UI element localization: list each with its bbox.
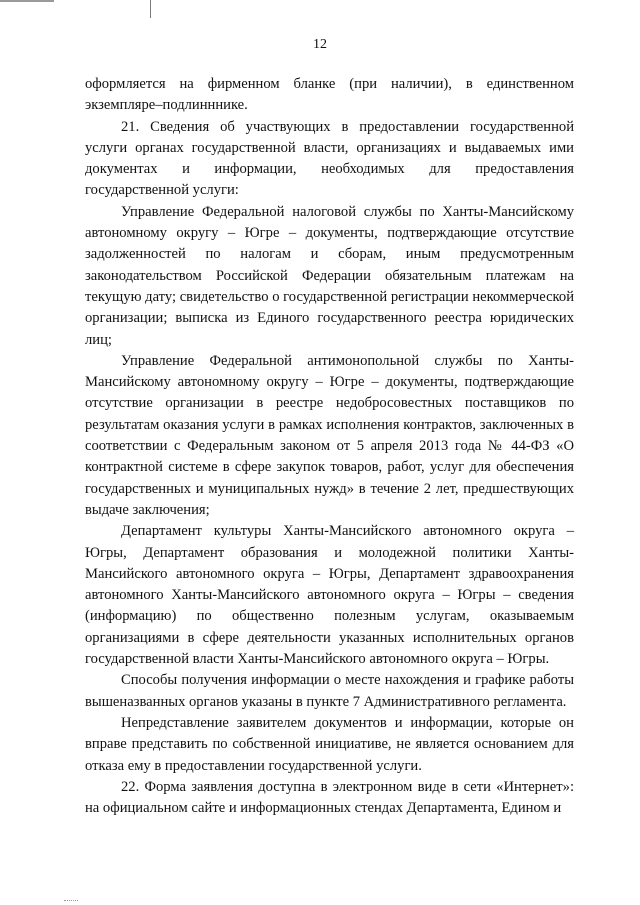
scan-tick-mark — [150, 0, 151, 18]
scan-edge-mark — [0, 0, 54, 2]
paragraph-antimonopoly-service: Управление Федеральной антимонопольной службы по Ханты-Мансийскому автономному округу – Югре – документы, подтверждающие отсутствие организации в реестре недобросовестных поставщиков по результатам оказания услуги в рамках исполнения контрактов, заключенных в соответствии с Федеральным законом от 5 апреля 2013 года № 44-ФЗ «О контрактной системе в сфере закупок товаров, работ, услуг для обеспечения государственных и муниципальных нужд» в течение 2 лет, предшествующих выдаче заключения; — [85, 352, 574, 518]
paragraph-item-21: 21. Сведения об участвующих в предоставлении государственной услуги органах государственной власти, организациях и выдаваемых ими документах и информации, необходимых для предоставления государственной услуги: — [85, 118, 574, 199]
paragraph-non-submission: Непредставление заявителем документов и информации, которые он вправе представить по собственной инициативе, не является основанием для отказа ему в предоставлении государственной услуги. — [85, 714, 574, 774]
document-body — [85, 74, 574, 819]
page-number: 12 — [313, 37, 327, 52]
scan-dot-mark — [64, 900, 78, 903]
paragraph-item-22: 22. Форма заявления доступна в электронном виде в сети «Интернет»: на официальном сайте и информационных стендах Департамента, Едином и — [85, 778, 574, 817]
paragraph-tax-service: Управление Федеральной налоговой службы по Ханты-Мансийскому автономному округу – Югре – документы, подтверждающие отсутствие задолженностей по налогам и сборам, иным предусмотренным законодательством Российской Федерации обязательным платежам на текущую дату; свидетельство о государственной регистрации некоммерческой организации; выписка из Единого государственного реестра юридических лиц; — [85, 203, 574, 348]
paragraph-departments: Департамент культуры Ханты-Мансийского автономного округа – Югры, Департамент образования и молодежной политики Ханты-Мансийского автономного округа – Югры, Департамент здравоохранения автономного Ханты-Мансийского автономного округа – Югры – сведения (информацию) по общественно полезным услугам, оказываемым организациями в сфере деятельности указанных исполнительных органов государственной власти Ханты-Мансийского автономного округа – Югры. — [85, 523, 574, 668]
paragraph-continuation: оформляется на фирменном бланке (при наличии), в единственном экземпляре–подлинннике. — [85, 76, 574, 114]
paragraph-contact-info: Способы получения информации о месте нахождения и графике работы вышеназванных органов указаны в пункте 7 Административного регламента. — [85, 672, 574, 710]
